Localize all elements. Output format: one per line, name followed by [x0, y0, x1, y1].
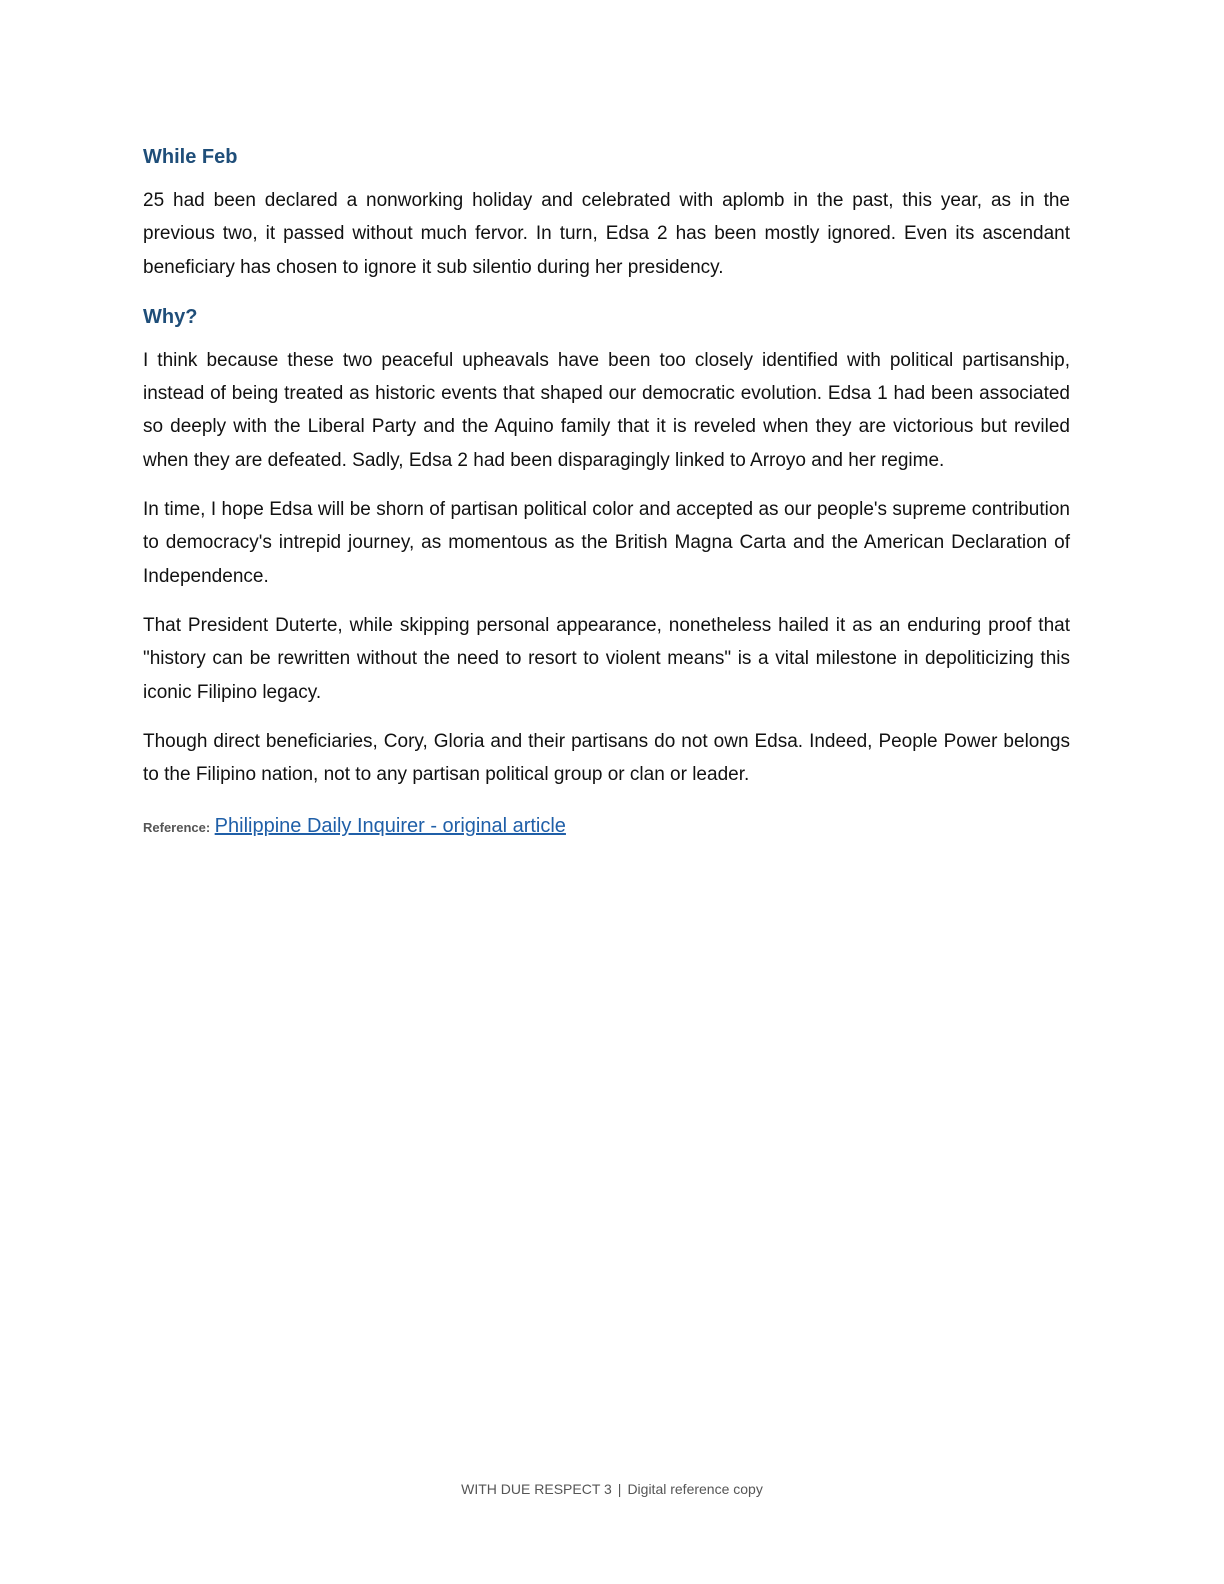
section-heading-why: Why? [143, 305, 198, 328]
footer-separator: | [617, 1481, 622, 1497]
paragraph-duterte: That President Duterte, while skipping personal appearance, nonetheless hailed it as an enduring proof that "history can be rewritten without the need to resort to violent means" is a vital milestone in depoliticizing this iconic Filipino legacy. [143, 614, 1070, 703]
section-heading-while-feb: While Feb [143, 146, 238, 168]
paragraph-holiday: 25 had been declared a nonworking holiday and celebrated with aplomb in the past, this year, as in the previous two, it passed without much fervor. In turn, Edsa 2 has been mostly ignored. Even its ascendant beneficiary has chosen to ignore it sub silentio during her presidency. [143, 190, 1070, 278]
reference-link[interactable]: Philippine Daily Inquirer - original article [214, 815, 566, 838]
page-footer [0, 1478, 1224, 1500]
reference-label: Reference: [143, 820, 211, 836]
reference-line [143, 811, 1070, 843]
document-page [143, 140, 1070, 843]
paragraph-people-power: Though direct beneficiaries, Cory, Gloria and their partisans do not own Edsa. Indeed, People Power belongs to the Filipino nation, not to any partisan political group or clan or leader. [143, 730, 1070, 786]
paragraph-partisanship: I think because these two peaceful upheavals have been too closely identified with political partisanship, instead of being treated as historic events that shaped our democratic evolution. Edsa 1 had been associated so deeply with the Liberal Party and the Aquino family that it is reveled when they are victorious but reviled when they are defeated. Sadly, Edsa 2 had been disparagingly linked to Arroyo and her regime. [143, 349, 1070, 471]
paragraph-hope: In time, I hope Edsa will be shorn of partisan political color and accepted as our people's supreme contribution to democracy's intrepid journey, as momentous as the British Magna Carta and the American Declaration of Independence. [143, 499, 1070, 587]
footer-copy-note: Digital reference copy [627, 1481, 763, 1497]
footer-book-title: WITH DUE RESPECT 3 [461, 1481, 612, 1497]
